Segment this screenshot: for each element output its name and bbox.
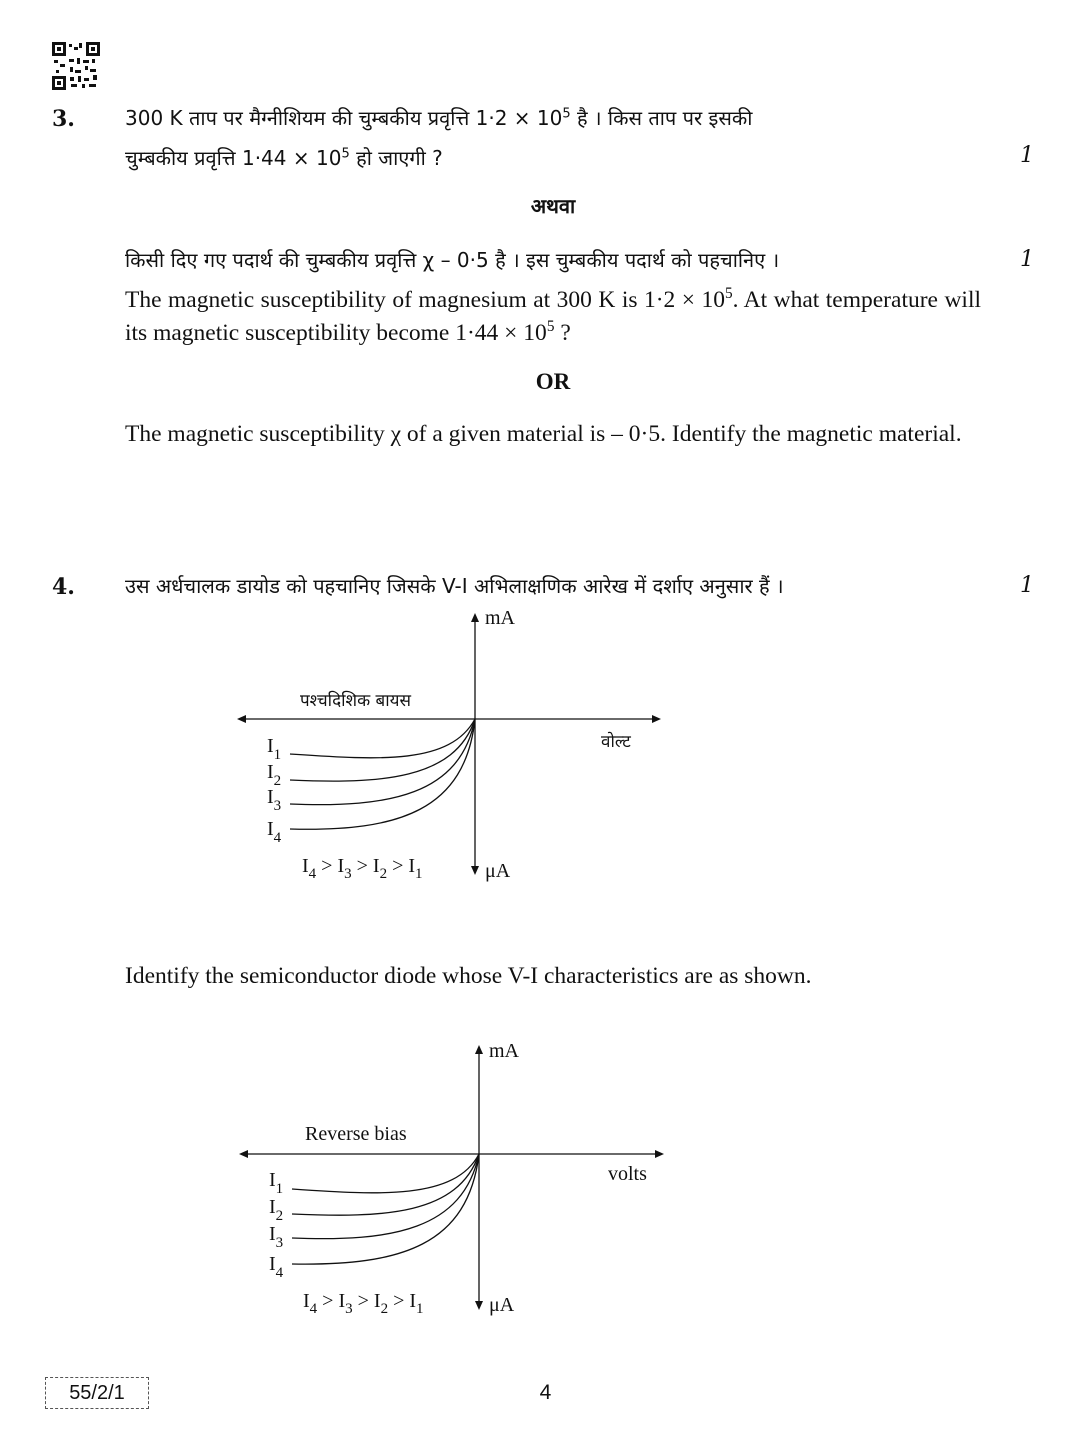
current-relation: $I_4 > I_3 > I_2 > I_1$	[303, 1290, 424, 1317]
q3-hindi-line-1-b: है । किस ताप पर इसकी	[570, 106, 753, 130]
or-hindi: अथवा	[530, 194, 576, 218]
q3-hindi-exponent-2: 5	[341, 146, 350, 162]
q3-hindi-line-1-a: 300 K ताप पर मैग्नीशियम की चुम्बकीय प्रवृत्ति 1·2 × 10	[125, 106, 563, 130]
curve-label-i4: $I_4$	[267, 818, 282, 846]
y-axis-bottom-label: μA	[489, 1294, 515, 1316]
curve-label-i2: $I_2$	[269, 1196, 284, 1224]
q3-english-alternative: The magnetic susceptibility χ of a given material is – 0·5. Identify the magnetic material.	[125, 421, 962, 447]
q3-hindi-alternative: किसी दिए गए पदार्थ की चुम्बकीय प्रवृत्ति χ – 0·5 है । इस चुम्बकीय पदार्थ को पहचानिए ।	[125, 248, 780, 272]
x-axis-arrow-left	[239, 1150, 248, 1158]
q3-english-part-a: The magnetic susceptibility of magnesium at 300 K is 1·2 × 10	[125, 287, 725, 313]
x-axis-label: volts	[608, 1163, 647, 1185]
q3-english-part-b: . At what temperature will its magnetic susceptibility become 1·44 × 10	[125, 287, 981, 346]
q3-hindi-line-2-a: चुम्बकीय प्रवृत्ति 1·44 × 10	[125, 146, 342, 170]
or-english: OR	[535, 369, 571, 394]
q3-hindi-exponent-1: 5	[562, 106, 571, 122]
x-axis-arrow-right	[655, 1150, 664, 1158]
paper-code: 55/2/1	[69, 1381, 125, 1404]
q3-english-exponent-2: 5	[546, 318, 555, 336]
curve-label-i3: $I_3$	[267, 786, 282, 814]
page-number: 4	[539, 1381, 552, 1404]
curve-label-i2: $I_2$	[267, 761, 282, 789]
curve-label-i1: $I_1$	[269, 1169, 284, 1197]
reverse-bias-label: Reverse bias	[305, 1123, 407, 1145]
curve-label-i3: $I_3$	[269, 1223, 284, 1251]
curve-i3	[292, 1154, 479, 1239]
curve-label-i4: $I_4$	[269, 1253, 284, 1281]
curve-i4	[292, 1154, 479, 1264]
x-axis-label: वोल्ट	[601, 732, 631, 752]
y-axis-top-label: mA	[489, 1040, 519, 1062]
curve-label-i1: $I_1$	[267, 735, 282, 763]
reverse-bias-label: पश्चदिशिक बायस	[300, 691, 411, 711]
q3-english-part-c: ?	[554, 320, 571, 346]
q3-marks: 1	[1020, 143, 1034, 168]
q3-hindi-line-2-b: हो जाएगी ?	[349, 146, 443, 170]
question-number-4: 4.	[52, 574, 75, 600]
y-axis-top-label: mA	[485, 607, 515, 629]
curve-i1	[292, 1154, 479, 1193]
q3-english-exponent-1: 5	[724, 285, 733, 303]
q3-alt-marks: 1	[1020, 247, 1034, 272]
y-axis-arrow-up	[475, 1045, 483, 1054]
q4-marks: 1	[1020, 573, 1034, 598]
y-axis-arrow-down	[475, 1301, 483, 1310]
question-number-3: 3.	[52, 106, 75, 132]
y-axis-bottom-label: μA	[485, 860, 511, 882]
current-relation: $I_4 > I_3 > I_2 > I_1$	[302, 855, 423, 882]
q4-hindi-question: उस अर्धचालक डायोड को पहचानिए जिसके V-I अभिलाक्षणिक आरेख में दर्शाए अनुसार हैं ।	[125, 574, 784, 598]
q4-english-question: Identify the semiconductor diode whose V-I characteristics are as shown.	[125, 963, 812, 989]
